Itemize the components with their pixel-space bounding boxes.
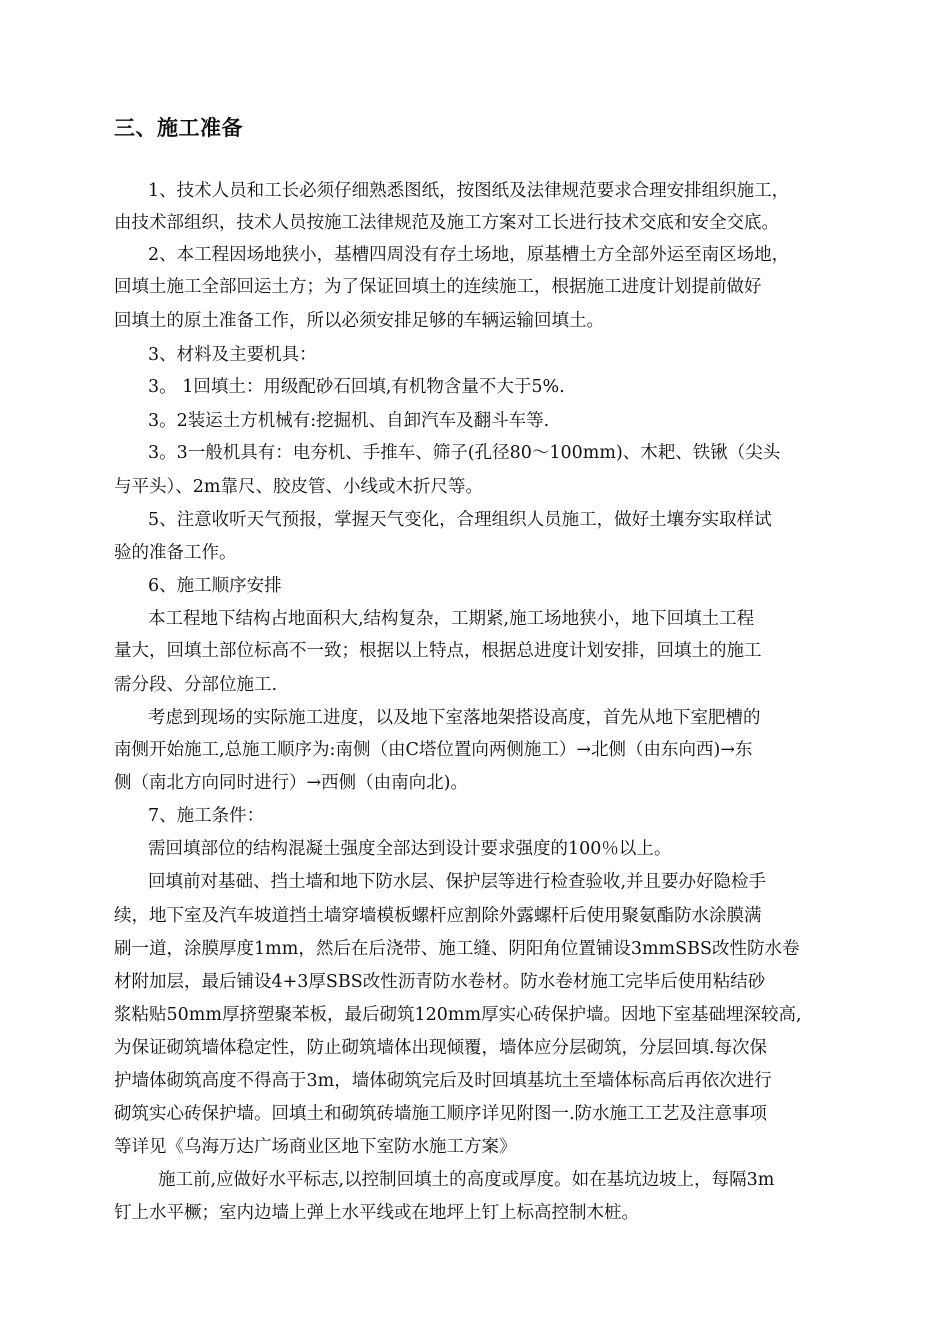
paragraph-line: 3。2装运土方机械有:挖掘机、自卸汽车及翻斗车等.	[148, 411, 550, 431]
paragraph-line: 与平头）、2m靠尺、胶皮管、小线或木折尺等。	[114, 477, 483, 497]
paragraph-line: 护墙体砌筑高度不得高于3m，墙体砌筑完后及时回填基坑土至墙体标高后再依次进行	[114, 1071, 772, 1091]
paragraph-line: 需分段、分部位施工.	[114, 675, 278, 695]
paragraph-line: 6、施工顺序安排	[148, 576, 282, 596]
paragraph-line: 7、施工条件：	[148, 806, 265, 826]
paragraph-line: 验的准备工作。	[114, 543, 237, 563]
paragraph-line: 南侧开始施工,总施工顺序为:南侧（由C塔位置向两侧施工）→北侧（由东向西)→东	[114, 740, 753, 760]
paragraph-line: 5、注意收听天气预报，掌握天气变化，合理组织人员施工，做好土壤夯实取样试	[148, 510, 772, 530]
paragraph-line: 侧（南北方向同时进行）→西侧（由南向北)。	[114, 773, 468, 793]
paragraph-line: 等详见《乌海万达广场商业区地下室防水施工方案》	[114, 1137, 517, 1157]
paragraph-line: 1、技术人员和工长必须仔细熟悉图纸，按图纸及法律规范要求合理安排组织施工，	[148, 181, 790, 201]
paragraph-line: 3。3一般机具有：电夯机、手推车、筛子(孔径80～100mm)、木耙、铁锹（尖头	[148, 443, 781, 463]
paragraph-line: 考虑到现场的实际施工进度，以及地下室落地架搭设高度，首先从地下室肥槽的	[148, 708, 761, 728]
paragraph-line: 砌筑实心砖保护墙。回填土和砌筑砖墙施工顺序详见附图一.防水施工工艺及注意事项	[114, 1104, 768, 1124]
paragraph-line: 材附加层，最后铺设4+3厚SBS改性沥青防水卷材。防水卷材施工完毕后使用粘结砂	[114, 972, 766, 992]
paragraph-line: 需回填部位的结构混凝土强度全部达到设计要求强度的100％以上。	[148, 839, 672, 859]
paragraph-line: 3。 1回填土：用级配砂石回填,有机物含量不大于5%.	[148, 377, 565, 397]
paragraph-line: 钉上水平橛；室内边墙上弹上水平线或在地坪上钉上标高控制木桩。	[114, 1203, 639, 1223]
paragraph-line: 浆粘贴50mm厚挤塑聚苯板，最后砌筑120mm厚实心砖保护墙。因地下室基础埋深较高,	[114, 1005, 802, 1025]
paragraph-line: 回填土施工全部回运土方；为了保证回填土的连续施工，根据施工进度计划提前做好	[114, 277, 762, 297]
paragraph-line: 3、材料及主要机具：	[148, 345, 317, 365]
paragraph-line: 2、本工程因场地狭小，基槽四周没有存土场地，原基槽土方全部外运至南区场地，	[148, 245, 790, 265]
paragraph-line: 由技术部组织，技术人员按施工法律规范及施工方案对工长进行技术交底和安全交底。	[114, 213, 779, 233]
section-heading: 三、施工准备	[114, 115, 243, 140]
paragraph-line: 为保证砌筑墙体稳定性，防止砌筑墙体出现倾覆，墙体应分层砌筑，分层回填.每次保	[114, 1038, 768, 1058]
paragraph-line: 回填前对基础、挡土墙和地下防水层、保护层等进行检查验收,并且要办好隐检手	[148, 872, 767, 892]
paragraph-line: 回填土的原土准备工作，所以必须安排足够的车辆运输回填土。	[114, 311, 604, 331]
paragraph-line: 刷一道，涂膜厚度1mm，然后在后浇带、施工缝、阴阳角位置铺设3mmSBS改性防水卷	[114, 939, 800, 959]
paragraph-line: 本工程地下结构占地面积大,结构复杂，工期紧,施工场地狭小，地下回填土工程	[148, 609, 755, 629]
paragraph-line: 量大，回填土部位标高不一致；根据以上特点，根据总进度计划安排，回填土的施工	[114, 641, 762, 661]
paragraph-line: 施工前,应做好水平标志,以控制回填土的高度或厚度。如在基坑边坡上，每隔3m	[158, 1170, 775, 1190]
paragraph-line: 续，地下室及汽车坡道挡土墙穿墙模板螺杆应割除外露螺杆后使用聚氨酯防水涂膜满	[114, 906, 762, 926]
